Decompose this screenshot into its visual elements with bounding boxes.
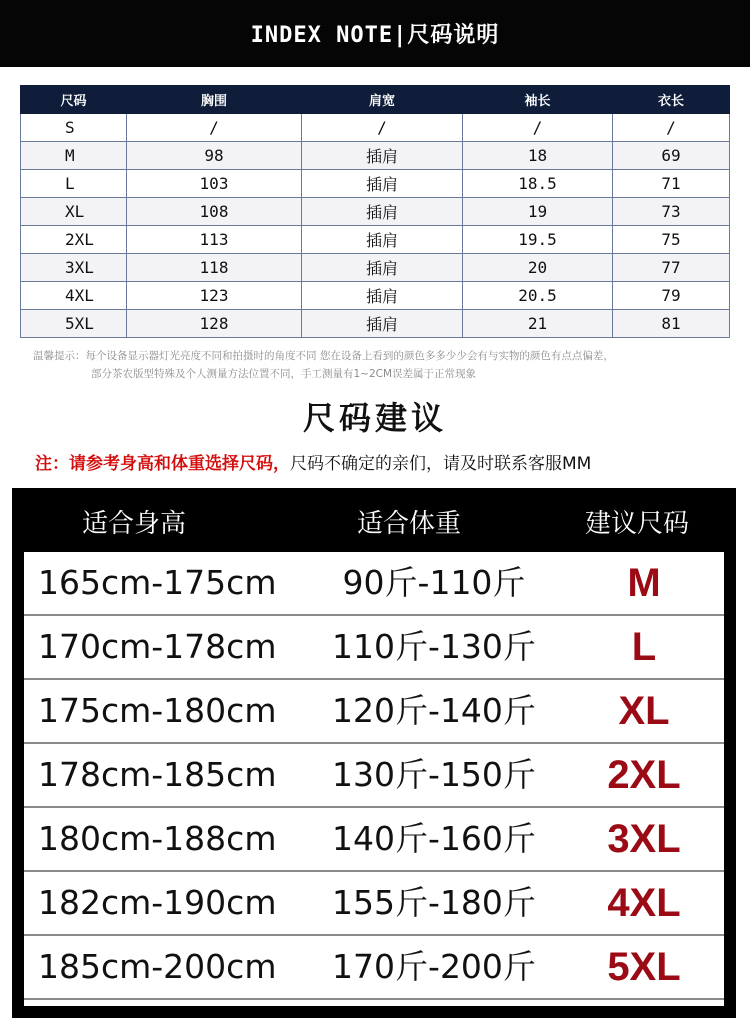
table-cell: 75 — [613, 226, 730, 254]
table-cell: 插肩 — [302, 170, 463, 198]
column-header: 胸围 — [127, 86, 302, 114]
table-row — [21, 142, 730, 170]
recommended-size: 3XL — [607, 817, 681, 861]
weight-range: 155斤-180斤 — [332, 883, 536, 922]
height-range: 170cm-178cm — [38, 627, 277, 666]
recommendation-row — [24, 808, 724, 872]
table-cell: 18 — [463, 142, 613, 170]
tip-line-2: 部分茶农版型特殊及个人测量方法位置不同，手工测量有1~2CM误差属于正常现象 — [91, 368, 477, 380]
advice-note-highlight: 注：请参考身高和体重选择尺码， — [35, 454, 290, 474]
table-cell: / — [127, 114, 302, 142]
table-cell: 插肩 — [302, 198, 463, 226]
size-table-header-row — [21, 86, 730, 114]
weight-range: 110斤-130斤 — [332, 627, 536, 666]
column-header: 袖长 — [463, 86, 613, 114]
table-cell: / — [463, 114, 613, 142]
tip-line-1: 温馨提示：每个设备显示器灯光亮度不同和拍摄时的角度不同 您在设备上看到的颜色多多少少会有与实物的颜色有点点偏差， — [33, 350, 614, 362]
table-cell: M — [21, 142, 127, 170]
recommended-size: 4XL — [607, 881, 681, 925]
table-cell: 3XL — [21, 254, 127, 282]
disclaimer-tip — [33, 347, 723, 383]
table-cell: 103 — [127, 170, 302, 198]
table-cell: 108 — [127, 198, 302, 226]
column-header: 肩宽 — [302, 86, 463, 114]
header-title: INDEX NOTE|尺码说明 — [250, 23, 500, 48]
height-range: 165cm-175cm — [38, 563, 277, 602]
column-header: 衣长 — [613, 86, 730, 114]
table-cell: 20 — [463, 254, 613, 282]
recommended-size: XL — [618, 689, 670, 733]
recommended-size: 2XL — [607, 753, 681, 797]
table-cell: 插肩 — [302, 226, 463, 254]
table-cell: 插肩 — [302, 282, 463, 310]
recommendation-body — [24, 552, 724, 1006]
table-cell: 128 — [127, 310, 302, 338]
table-cell: 18.5 — [463, 170, 613, 198]
height-range: 180cm-188cm — [38, 819, 277, 858]
advice-title: 尺码建议 — [302, 399, 447, 437]
table-cell: 插肩 — [302, 142, 463, 170]
table-row — [21, 254, 730, 282]
page-header — [0, 0, 750, 67]
table-cell: 123 — [127, 282, 302, 310]
table-cell: 73 — [613, 198, 730, 226]
recommended-size: M — [627, 561, 661, 605]
table-cell: 81 — [613, 310, 730, 338]
table-cell: / — [613, 114, 730, 142]
recommendation-row — [24, 936, 724, 1000]
table-cell: 插肩 — [302, 254, 463, 282]
recommendation-row — [24, 744, 724, 808]
size-table — [20, 85, 730, 338]
table-cell: S — [21, 114, 127, 142]
table-row — [21, 282, 730, 310]
weight-range: 130斤-150斤 — [332, 755, 536, 794]
table-cell: 5XL — [21, 310, 127, 338]
weight-column-header: 适合体重 — [357, 509, 462, 539]
table-cell: / — [302, 114, 463, 142]
weight-range: 170斤-200斤 — [332, 947, 536, 986]
table-cell: 69 — [613, 142, 730, 170]
table-cell: 98 — [127, 142, 302, 170]
table-row — [21, 226, 730, 254]
table-cell: L — [21, 170, 127, 198]
table-cell: 71 — [613, 170, 730, 198]
table-cell: 77 — [613, 254, 730, 282]
table-row — [21, 310, 730, 338]
recommended-size: 5XL — [607, 945, 681, 989]
recommendation-header — [12, 488, 736, 552]
size-column-header: 建议尺码 — [585, 509, 690, 539]
weight-range: 140斤-160斤 — [332, 819, 536, 858]
table-row — [21, 170, 730, 198]
table-cell: 19 — [463, 198, 613, 226]
recommendation-row — [24, 616, 724, 680]
column-header: 尺码 — [21, 86, 127, 114]
table-cell: XL — [21, 198, 127, 226]
height-range: 182cm-190cm — [38, 883, 277, 922]
advice-note — [35, 449, 735, 474]
table-cell: 插肩 — [302, 310, 463, 338]
height-column-header: 适合身高 — [82, 509, 187, 539]
table-cell: 4XL — [21, 282, 127, 310]
table-row — [21, 114, 730, 142]
recommendation-row — [24, 680, 724, 744]
table-cell: 79 — [613, 282, 730, 310]
table-cell: 2XL — [21, 226, 127, 254]
recommendation-row — [24, 872, 724, 936]
table-cell: 118 — [127, 254, 302, 282]
table-cell: 20.5 — [463, 282, 613, 310]
height-range: 185cm-200cm — [38, 947, 277, 986]
weight-range: 120斤-140斤 — [332, 691, 536, 730]
table-row — [21, 198, 730, 226]
recommended-size: L — [631, 625, 657, 669]
height-range: 178cm-185cm — [38, 755, 277, 794]
table-cell: 19.5 — [463, 226, 613, 254]
advice-note-text: 尺码不确定的亲们，请及时联系客服MM — [290, 454, 592, 474]
height-range: 175cm-180cm — [38, 691, 277, 730]
weight-range: 90斤-110斤 — [342, 563, 526, 602]
recommendation-row — [24, 552, 724, 616]
table-cell: 21 — [463, 310, 613, 338]
recommendation-panel — [12, 488, 736, 1018]
table-cell: 113 — [127, 226, 302, 254]
